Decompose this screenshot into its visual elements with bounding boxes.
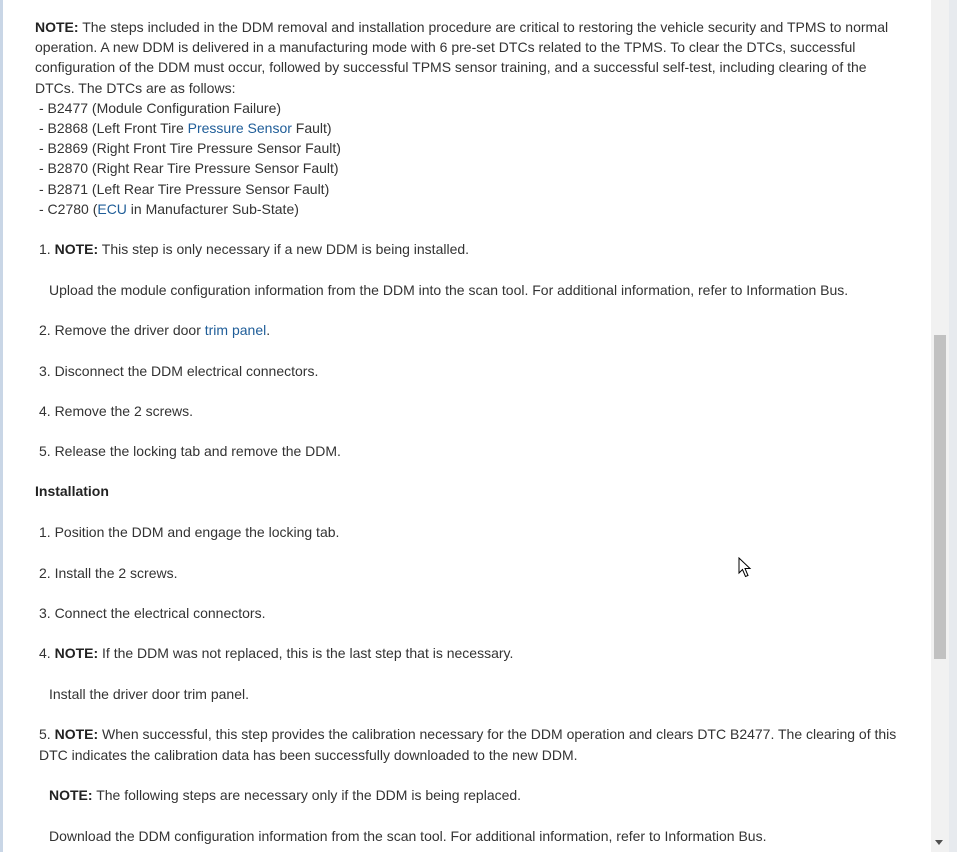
intro-note-text: The steps included in the DDM removal and installation procedure are critical to restoring the vehicle security and TPMS to normal operation. A new DDM is delivered in a manufacturing mode with 6 pre-set DTCs related to the TPMS. To clear the DTCs, successful configuration of the DDM must occur, followed by successful TPMS sensor training, and a successful self-test, including clearing of the DTCs. The DTCs are as follows: (35, 19, 889, 96)
note-label: NOTE: (49, 786, 93, 803)
list-item (35, 199, 905, 219)
note-label: NOTE: (35, 19, 79, 35)
install-step-5 (35, 724, 905, 764)
install-step-5-note (35, 785, 905, 805)
intro-note (35, 17, 905, 98)
chevron-down-icon[interactable] (935, 840, 943, 845)
list-item: - B2870 (Right Rear Tire Pressure Sensor Fault) (39, 160, 339, 177)
step-number: 1. (39, 241, 55, 258)
install-step-5-detail: Download the DDM configuration information from the scan tool. For additional information, refer to Information Bus. (49, 828, 767, 845)
trim-panel-link[interactable]: trim panel (204, 322, 267, 339)
removal-step-3: 3. Disconnect the DDM electrical connectors. (39, 362, 319, 379)
removal-step-1 (35, 239, 905, 259)
step-text: If the DDM was not replaced, this is the last step that is necessary. (98, 645, 514, 662)
step-text: When successful, this step provides the calibration necessary for the DDM operation and clears DTC B2477. The clearing of this DTC indicates the calibration data has been successfully downloaded to the new DDM. (39, 726, 897, 763)
step-text: This step is only necessary if a new DDM is being installed. (98, 241, 470, 258)
section-heading: Installation (35, 483, 109, 500)
installation-heading (35, 481, 905, 501)
list-item: - B2477 (Module Configuration Failure) (39, 99, 282, 116)
note-label: NOTE: (54, 726, 99, 743)
install-step-2: 2. Install the 2 screws. (39, 564, 178, 581)
step-number: 4. (39, 645, 55, 662)
right-frame-edge (949, 0, 957, 852)
install-step-3: 3. Connect the electrical connectors. (39, 604, 266, 621)
list-item: - B2871 (Left Rear Tire Pressure Sensor Fault) (39, 180, 330, 197)
pressure-sensor-link[interactable]: Pressure Sensor (187, 120, 292, 137)
removal-step-1-detail: Upload the module configuration information from the DDM into the scan tool. For additional information, refer to Information Bus. (49, 282, 849, 299)
left-frame-edge (0, 0, 3, 852)
removal-step-2 (35, 320, 905, 340)
step-text: . (266, 322, 271, 339)
step-text: The following steps are necessary only if the DDM is being replaced. (92, 786, 522, 803)
step-text: 2. Remove the driver door (39, 322, 205, 339)
procedure-content (35, 17, 905, 846)
list-item-text: - B2868 (Left Front Tire (39, 120, 188, 137)
install-step-4-detail: Install the driver door trim panel. (49, 686, 249, 703)
step-number: 5. (39, 726, 55, 743)
note-label: NOTE: (54, 241, 99, 258)
vertical-scrollbar[interactable] (931, 0, 949, 852)
install-step-1: 1. Position the DDM and engage the locking tab. (39, 524, 340, 541)
install-step-4 (35, 643, 905, 663)
removal-step-4: 4. Remove the 2 screws. (39, 402, 194, 419)
scroll-thumb[interactable] (934, 335, 946, 659)
list-item-text: Fault) (291, 120, 332, 137)
list-item (35, 118, 905, 138)
list-item: - B2869 (Right Front Tire Pressure Sensor Fault) (39, 140, 341, 157)
removal-step-5: 5. Release the locking tab and remove the DDM. (39, 443, 341, 460)
list-item-text: in Manufacturer Sub-State) (126, 200, 299, 217)
mouse-pointer-icon (738, 557, 752, 581)
dtc-list (35, 98, 905, 219)
list-item-text: - C2780 ( (39, 200, 98, 217)
ecu-link[interactable]: ECU (97, 200, 127, 217)
note-label: NOTE: (54, 645, 99, 662)
